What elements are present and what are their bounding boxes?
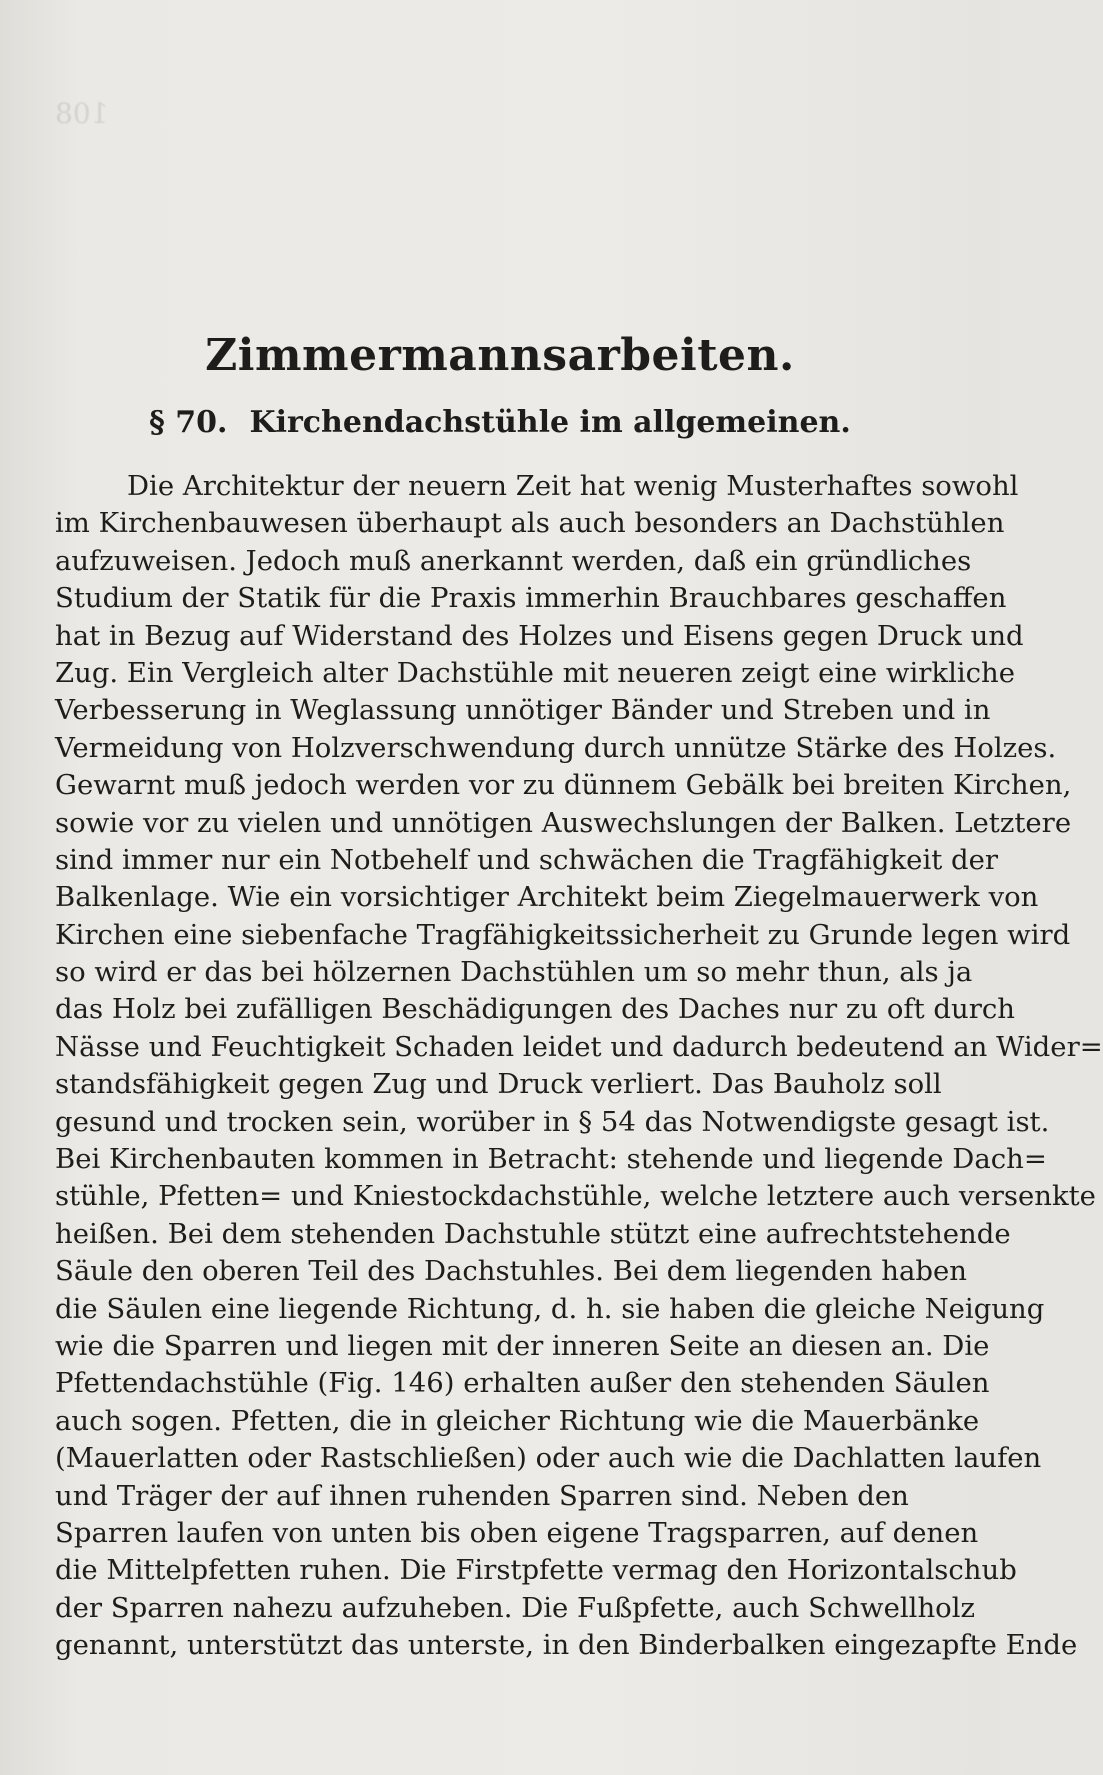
paragraph-line: sind immer nur ein Notbehelf und schwächen die Tragfähigkeit der [55,843,999,876]
paragraph-line: genannt, unterstützt das unterste, in den Binderbalken eingezapfte Ende [55,1629,1078,1662]
paragraph-line: (Mauerlatten oder Rastschließen) oder auch wie die Dachlatten laufen [55,1442,1042,1475]
paragraph-line: auch sogen. Pfetten, die in gleicher Richtung wie die Mauerbänke [55,1404,980,1437]
paragraph-line: stühle, Pfetten= und Kniestockdachstühle, welche letztere auch versenkte [55,1180,1096,1213]
section-heading [0,405,1000,440]
paragraph-line: die Säulen eine liegende Richtung, d. h. sie haben die gleiche Neigung [55,1292,1045,1325]
body-paragraph [55,468,1103,1665]
paragraph-line: die Mittelpfetten ruhen. Die Firstpfette vermag den Horizontalschub [55,1554,1017,1587]
paragraph-line: sowie vor zu vielen und unnötigen Auswechslungen der Balken. Letztere [55,806,1072,839]
paragraph-line: Balkenlage. Wie ein vorsichtiger Architekt beim Ziegelmauerwerk von [55,881,1039,914]
chapter-title: Zimmermannsarbeiten. [205,330,795,381]
paragraph-line: Pfettendachstühle (Fig. 146) erhalten außer den stehenden Säulen [55,1367,990,1400]
paragraph-line: Kirchen eine siebenfache Tragfähigkeitssicherheit zu Grunde legen wird [55,918,1071,951]
paragraph-line: Verbesserung in Weglassung unnötiger Bänder und Streben und in [55,694,991,727]
paragraph-line: gesund und trocken sein, worüber in § 54 das Notwendigste gesagt ist. [55,1105,1050,1138]
paragraph-line: standsfähigkeit gegen Zug und Druck verliert. Das Bauholz soll [55,1068,942,1101]
paragraph-line: Säule den oberen Teil des Dachstuhles. Bei dem liegenden haben [55,1255,967,1288]
paragraph-line: der Sparren nahezu aufzuheben. Die Fußpfette, auch Schwellholz [55,1591,976,1624]
paragraph-line: Gewarnt muß jedoch werden vor zu dünnem Gebälk bei breiten Kirchen, [55,769,1072,802]
paragraph-line: Nässe und Feuchtigkeit Schaden leidet und dadurch bedeutend an Wider= [55,1030,1103,1063]
paragraph-line: das Holz bei zufälligen Beschädigungen des Daches nur zu oft durch [55,993,1015,1026]
paragraph-line: wie die Sparren und liegen mit der inneren Seite an diesen an. Die [55,1329,990,1362]
section-number: § 70. [149,405,228,440]
paragraph-line: so wird er das bei hölzernen Dachstühlen um so mehr thun, als ja [55,956,973,989]
paragraph-line: Zug. Ein Vergleich alter Dachstühle mit neueren zeigt eine wirkliche [55,656,1016,689]
paragraph-line: heißen. Bei dem stehenden Dachstuhle stützt eine aufrechtstehende [55,1217,1011,1250]
paragraph-line: und Träger der auf ihnen ruhenden Sparren sind. Neben den [55,1479,909,1512]
paragraph-line: Vermeidung von Holzverschwendung durch unnütze Stärke des Holzes. [55,731,1057,764]
paragraph-line: Sparren laufen von unten bis oben eigene Tragsparren, auf denen [55,1516,979,1549]
paragraph-line: hat in Bezug auf Widerstand des Holzes und Eisens gegen Druck und [55,619,1024,652]
show-through-page-number: 108 [55,97,109,130]
paragraph-line: Bei Kirchenbauten kommen in Betracht: stehende und liegende Dach= [55,1143,1047,1176]
paragraph-line: Studium der Statik für die Praxis immerhin Brauchbares geschaffen [55,582,1007,615]
paragraph-line: aufzuweisen. Jedoch muß anerkannt werden, daß ein gründliches [55,544,972,577]
paragraph-line: im Kirchenbauwesen überhaupt als auch besonders an Dachstühlen [55,507,1005,540]
section-title: Kirchendachstühle im allgemeinen. [249,405,851,440]
paragraph-line: Die Architektur der neuern Zeit hat wenig Musterhaftes sowohl [127,470,1019,502]
